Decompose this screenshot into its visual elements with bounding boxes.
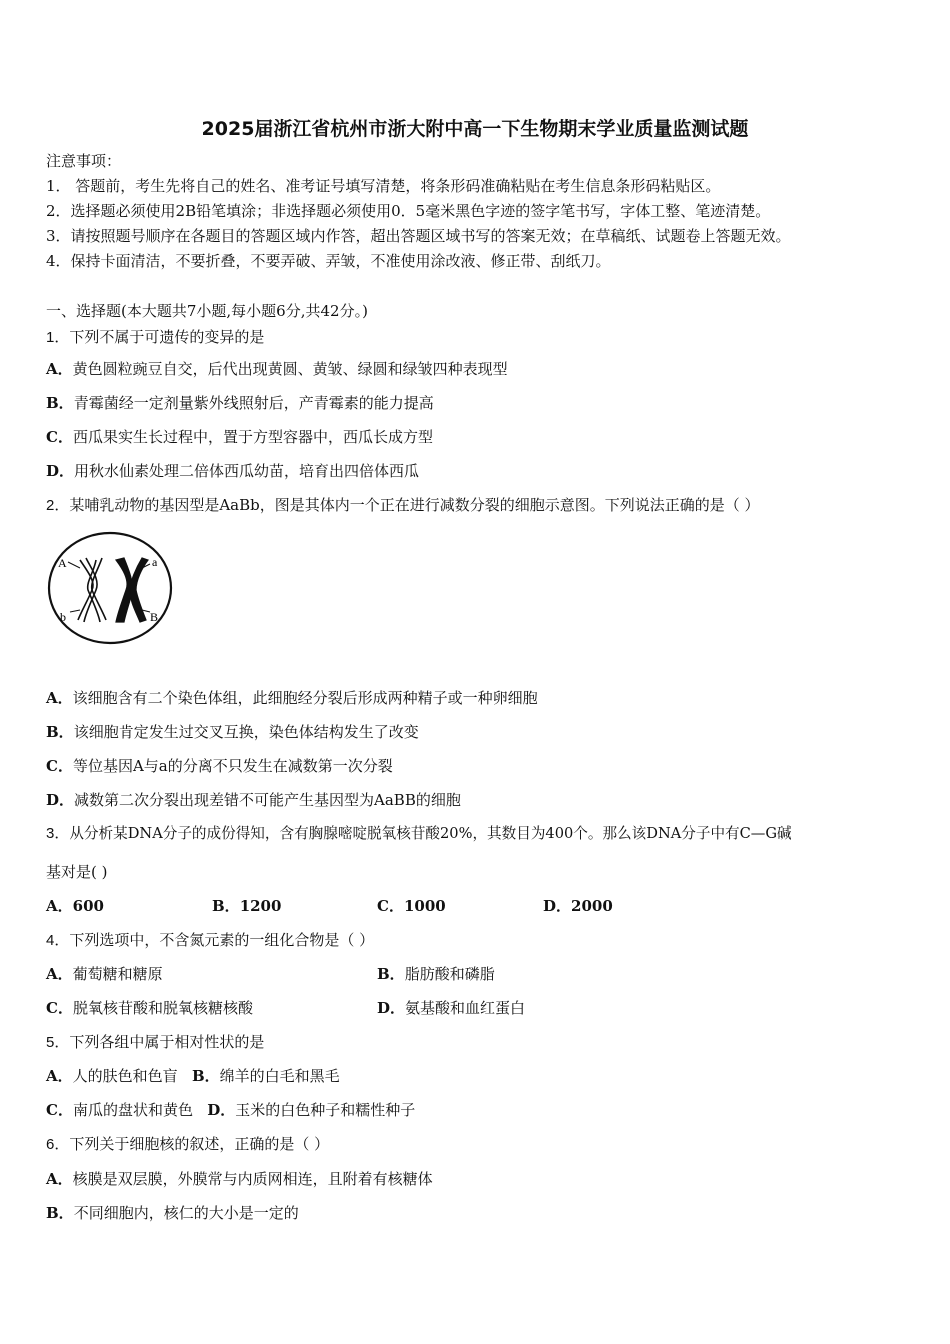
question-2-stem bbox=[46, 495, 760, 516]
option-label: A． bbox=[46, 897, 73, 915]
question-6-stem bbox=[46, 1134, 329, 1155]
question-text: 下列选项中，不含氮元素的一组化合物是（ ） bbox=[69, 931, 375, 949]
option-d bbox=[46, 790, 461, 810]
option-text: 该细胞含有二个染色体组，此细胞经分裂后形成两种精子或一种卵细胞 bbox=[72, 689, 538, 707]
option-label: C． bbox=[46, 1101, 73, 1119]
option-text: 脱氧核苷酸和脱氧核糖核酸 bbox=[72, 999, 253, 1017]
option-d bbox=[543, 896, 613, 916]
option-a bbox=[46, 964, 163, 984]
option-text: 玉米的白色种子和糯性种子 bbox=[235, 1101, 416, 1119]
option-text: 南瓜的盘状和黄色 bbox=[72, 1101, 193, 1119]
option-label: C． bbox=[377, 897, 404, 915]
label-a: a bbox=[152, 555, 158, 569]
cell-figure bbox=[46, 530, 176, 648]
option-label: B． bbox=[377, 965, 405, 983]
option-label: C． bbox=[46, 428, 73, 446]
option-label: B． bbox=[212, 897, 240, 915]
option-label: D． bbox=[543, 897, 572, 915]
question-4-stem bbox=[46, 930, 374, 951]
option-text: 葡萄糖和糖原 bbox=[72, 965, 163, 983]
option-label: D． bbox=[46, 791, 75, 809]
option-b bbox=[212, 896, 281, 916]
notice-item: 2．选择题必须使用2B铅笔填涂；非选择题必须使用0．5毫米黑色字迹的签字笔书写，字体工整、笔迹清楚。 bbox=[46, 202, 771, 220]
option-text: 核膜是双层膜，外膜常与内质网相连，且附着有核糖体 bbox=[72, 1170, 433, 1188]
option-text: 脂肪酸和磷脂 bbox=[404, 965, 495, 983]
option-text: 2000 bbox=[571, 897, 613, 915]
option-row bbox=[46, 1066, 340, 1086]
chromosome-left bbox=[78, 558, 106, 622]
option-text: 减数第二次分裂出现差错不可能产生基因型为AaBB的细胞 bbox=[74, 791, 461, 809]
option-a bbox=[46, 896, 104, 916]
option-label: A． bbox=[46, 1067, 73, 1085]
question-3-stem bbox=[46, 824, 792, 844]
option-d bbox=[46, 461, 419, 481]
option-label: A． bbox=[46, 689, 73, 707]
option-label: D． bbox=[46, 462, 75, 480]
notice-item: 4．保持卡面清洁，不要折叠，不要弄破、弄皱，不准使用涂改液、修正带、刮纸刀。 bbox=[46, 252, 611, 270]
section-heading: 一、选择题(本大题共7小题,每小题6分,共42分。) bbox=[46, 302, 368, 320]
option-text: 不同细胞内，核仁的大小是一定的 bbox=[73, 1204, 299, 1222]
option-label: D． bbox=[207, 1101, 236, 1119]
option-text: 等位基因A与a的分离不只发生在减数第一次分裂 bbox=[72, 757, 393, 775]
question-number: 5． bbox=[46, 1034, 70, 1051]
notice-heading: 注意事项： bbox=[46, 152, 122, 170]
option-text: 1200 bbox=[239, 897, 282, 915]
notice-item: 3．请按照题号顺序在各题目的答题区域内作答，超出答题区域书写的答案无效；在草稿纸、试题卷上答题无效。 bbox=[46, 227, 791, 245]
question-number: 2． bbox=[46, 497, 70, 514]
option-text: 青霉菌经一定剂量紫外线照射后，产青霉素的能力提高 bbox=[73, 394, 434, 412]
question-number: 4． bbox=[46, 932, 70, 949]
question-number: 1． bbox=[46, 329, 70, 346]
label-A: A bbox=[58, 556, 67, 570]
option-c bbox=[46, 756, 393, 776]
label-B: B bbox=[150, 610, 159, 624]
option-label: B． bbox=[46, 1204, 74, 1222]
option-text: 1000 bbox=[403, 897, 446, 915]
option-row bbox=[46, 1100, 415, 1120]
option-b bbox=[46, 722, 419, 742]
option-label: B． bbox=[46, 723, 74, 741]
question-5-stem bbox=[46, 1032, 264, 1053]
option-a bbox=[46, 688, 538, 708]
option-text: 600 bbox=[72, 897, 104, 915]
option-label: B． bbox=[46, 394, 74, 412]
option-label: D． bbox=[377, 999, 406, 1017]
page-title: 2025届浙江省杭州市浙大附中高一下生物期末学业质量监测试题 bbox=[201, 118, 749, 140]
option-text: 黄色圆粒豌豆自交，后代出现黄圆、黄皱、绿圆和绿皱四种表现型 bbox=[72, 360, 508, 378]
question-1-stem bbox=[46, 327, 264, 348]
question-text: 下列不属于可遗传的变异的是 bbox=[69, 328, 265, 346]
question-text: 下列关于细胞核的叙述，正确的是（ ） bbox=[69, 1135, 330, 1153]
option-a bbox=[46, 359, 508, 379]
option-b bbox=[46, 393, 434, 413]
option-text: 西瓜果实生长过程中，置于方型容器中，西瓜长成方型 bbox=[72, 428, 433, 446]
option-b bbox=[377, 964, 495, 984]
notice-item: 1． 答题前，考生先将自己的姓名、准考证号填写清楚，将条形码准确粘贴在考生信息条形码粘贴区。 bbox=[46, 177, 721, 195]
option-text: 该细胞肯定发生过交叉互换，染色体结构发生了改变 bbox=[73, 723, 419, 741]
option-a bbox=[46, 1169, 433, 1189]
question-text: 下列各组中属于相对性状的是 bbox=[69, 1033, 265, 1051]
option-label: A． bbox=[46, 1170, 73, 1188]
option-label: A． bbox=[46, 965, 73, 983]
question-text: 某哺乳动物的基因型是AaBb，图是其体内一个正在进行减数分裂的细胞示意图。下列说法正确的是（ ） bbox=[69, 496, 760, 514]
option-b bbox=[46, 1203, 299, 1223]
option-text: 氨基酸和血红蛋白 bbox=[405, 999, 526, 1017]
option-c bbox=[377, 896, 446, 916]
meiosis-cell-diagram bbox=[46, 530, 176, 648]
option-label: C． bbox=[46, 757, 73, 775]
option-text: 人的肤色和色盲 bbox=[72, 1067, 178, 1085]
question-text: 从分析某DNA分子的成份得知，含有胸腺嘧啶脱氧核苷酸20%，其数目为400个。那么该DNA分子中有C—G碱 bbox=[69, 825, 792, 842]
option-d bbox=[377, 998, 525, 1018]
question-3-stem-cont: 基对是( ) bbox=[46, 863, 108, 881]
question-number: 6． bbox=[46, 1136, 70, 1153]
option-c bbox=[46, 427, 433, 447]
label-b: b bbox=[60, 610, 66, 624]
option-c bbox=[46, 998, 253, 1018]
option-label: C． bbox=[46, 999, 73, 1017]
option-text: 绵羊的白毛和黑毛 bbox=[219, 1067, 340, 1085]
option-label: A． bbox=[46, 360, 73, 378]
question-number: 3． bbox=[46, 825, 70, 842]
option-label: B． bbox=[191, 1067, 220, 1085]
option-text: 用秋水仙素处理二倍体西瓜幼苗，培育出四倍体西瓜 bbox=[74, 462, 420, 480]
